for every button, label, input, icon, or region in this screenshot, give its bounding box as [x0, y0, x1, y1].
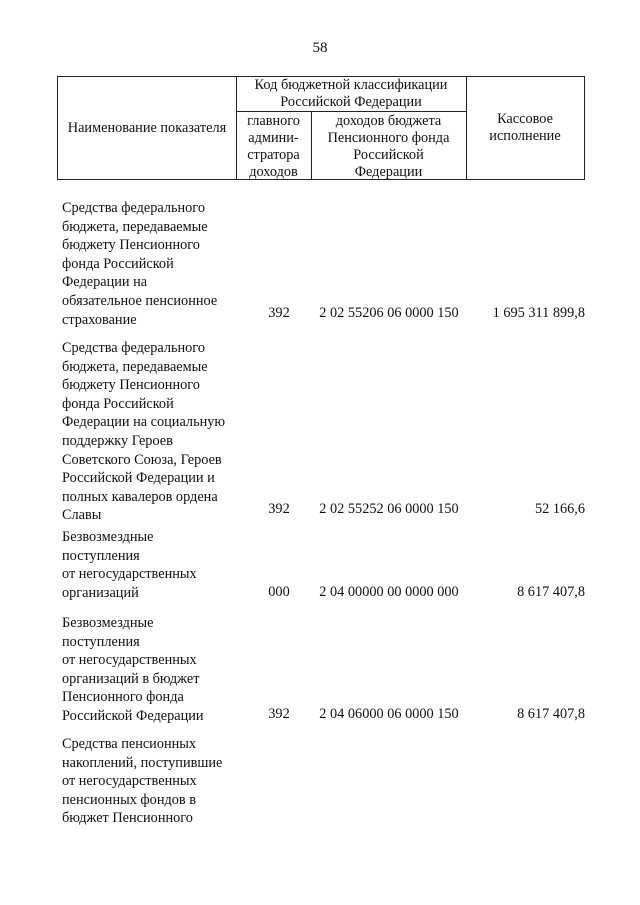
header-execution-column: Кассовое исполнение [489, 111, 561, 144]
table-row [57, 735, 585, 829]
row-name: Безвозмездные поступления от негосударственных организаций в бюджет Пенсионного фонда Российской Федерации [62, 615, 204, 724]
table-row [57, 339, 585, 524]
header-name-column: Наименование показателя [67, 120, 227, 136]
row-admin-code: 392 [268, 706, 290, 723]
row-amount: 52 166,6 [534, 501, 585, 518]
table-row [57, 528, 585, 602]
row-income-code: 2 02 55206 06 0000 150 [319, 305, 459, 322]
table-row [57, 614, 585, 724]
row-amount: 8 617 407,8 [517, 584, 585, 601]
header-income-column: доходов бюджета Пенсионного фонда Российской Федерации [327, 113, 450, 180]
row-amount: 8 617 407,8 [517, 706, 585, 723]
row-income-code: 2 04 06000 06 0000 150 [319, 706, 459, 723]
row-admin-code: 392 [268, 501, 290, 518]
header-kbk-group: Код бюджетной классификации Российской Федерации [254, 77, 448, 110]
row-amount: 1 695 311 899,8 [492, 305, 585, 322]
row-name: Безвозмездные поступления от негосударственных организаций [62, 529, 197, 601]
header-admin-column: главного админи- стратора доходов [247, 113, 300, 180]
page-number: 58 [312, 40, 328, 56]
row-name: Средства федерального бюджета, передаваемые бюджету Пенсионного фонда Российской Федерации на социальную поддержку Героев Советского Союза, Героев Российской Федерации и полных кавалеров ордена Славы [62, 340, 226, 524]
row-name: Средства федерального бюджета, передаваемые бюджету Пенсионного фонда Российской Федерации на обязательное пенсионное страхование [62, 200, 218, 328]
header-divider [236, 111, 466, 112]
table-row [57, 199, 585, 328]
row-income-code: 2 02 55252 06 0000 150 [319, 501, 459, 518]
table-header [57, 76, 585, 180]
row-income-code: 2 04 00000 00 0000 000 [319, 584, 459, 601]
row-name: Средства пенсионных накоплений, поступившие от негосударственных пенсионных фондов в бюджет Пенсионного [62, 736, 223, 827]
row-admin-code: 000 [268, 584, 290, 601]
row-admin-code: 392 [268, 305, 290, 322]
